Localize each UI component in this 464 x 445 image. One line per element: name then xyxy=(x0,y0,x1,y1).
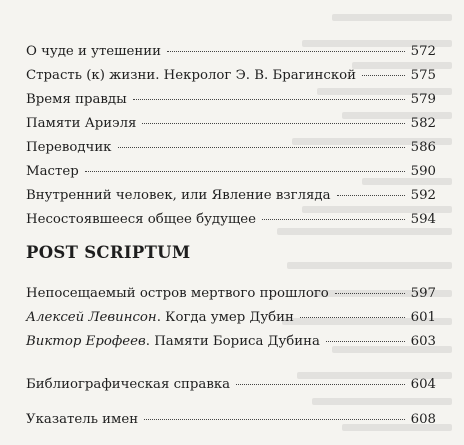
toc-entry-page: 608 xyxy=(410,412,436,427)
toc-entry-page: 586 xyxy=(410,140,436,155)
toc-entry-title: Внутренний человек, или Явление взгляда xyxy=(26,188,331,203)
toc-entry-page: 579 xyxy=(410,92,436,107)
toc-entry-title: Памяти Ариэля xyxy=(26,116,137,131)
toc-entry-title: Библиографическая справка xyxy=(26,377,231,392)
toc-entry xyxy=(26,374,436,396)
toc-entry xyxy=(26,161,436,183)
dot-leader xyxy=(133,99,405,100)
toc-entry-page: 582 xyxy=(410,116,436,131)
toc-entry-title xyxy=(26,307,294,329)
toc-entry-page: 597 xyxy=(410,286,436,301)
dot-leader xyxy=(335,293,405,294)
toc-entry-page: 572 xyxy=(410,44,436,59)
dot-leader xyxy=(144,419,405,420)
dot-leader xyxy=(262,219,405,220)
toc-entry xyxy=(26,185,436,207)
toc-entry xyxy=(26,307,436,329)
toc-entry-title: О чуде и утешении xyxy=(26,44,161,59)
toc-entry xyxy=(26,41,436,63)
toc-entry-page: 592 xyxy=(410,188,436,203)
toc-entry-title: Время правды xyxy=(26,92,127,107)
toc-entry-title: Переводчик xyxy=(26,140,112,155)
toc-entry-title xyxy=(26,331,320,353)
toc-entry-page: 603 xyxy=(410,334,436,349)
dot-leader xyxy=(300,317,405,318)
toc-entry xyxy=(26,113,436,135)
toc-entry-title-text: . Памяти Бориса Дубина xyxy=(145,334,320,349)
toc-entry xyxy=(26,89,436,111)
toc-entry-page: 604 xyxy=(410,377,436,392)
toc-entry-title-text: . Когда умер Дубин xyxy=(156,310,294,325)
toc-entry xyxy=(26,209,436,231)
dot-leader xyxy=(142,123,404,124)
toc-entry-title: Страсть (к) жизни. Некролог Э. В. Брагинской xyxy=(26,68,356,83)
toc-entry xyxy=(26,283,436,305)
toc-entry-title: Непосещаемый остров мертвого прошлого xyxy=(26,286,329,301)
dot-leader xyxy=(167,51,405,52)
toc-entry-title: Указатель имен xyxy=(26,412,139,427)
toc-entry-author: Виктор Ерофеев xyxy=(26,334,146,349)
toc-entry xyxy=(26,65,436,87)
toc-entry-title: Несостоявшееся общее будущее xyxy=(26,212,257,227)
dot-leader xyxy=(337,195,405,196)
toc-entry-title: Мастер xyxy=(26,164,79,179)
dot-leader xyxy=(326,341,405,342)
toc-entry-page: 601 xyxy=(410,310,436,325)
toc-entry xyxy=(26,331,436,353)
dot-leader xyxy=(118,147,405,148)
dot-leader xyxy=(236,384,405,385)
toc-entry-page: 575 xyxy=(410,68,436,83)
toc-entry-page: 594 xyxy=(410,212,436,227)
toc-entry-author: Алексей Левинсон xyxy=(26,310,157,325)
toc-entry xyxy=(26,409,436,431)
toc-entry-page: 590 xyxy=(410,164,436,179)
dot-leader xyxy=(85,171,405,172)
toc-entry xyxy=(26,137,436,159)
section-heading: POST SCRIPTUM xyxy=(26,243,191,262)
dot-leader xyxy=(362,75,405,76)
